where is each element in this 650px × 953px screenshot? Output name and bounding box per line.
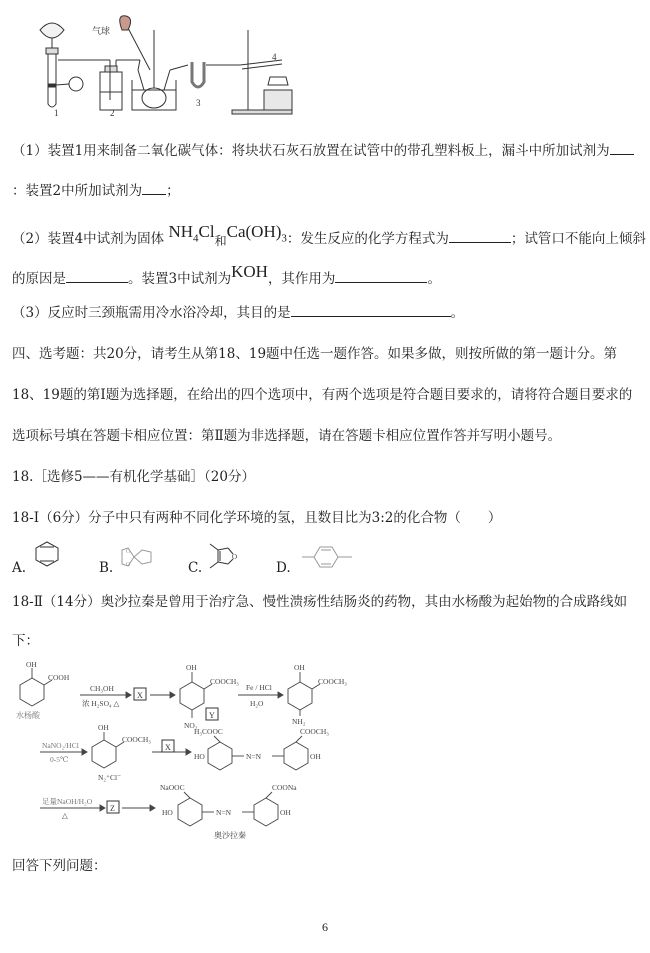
option-d-label[interactable]: D. [276, 560, 291, 576]
svg-text:OH: OH [280, 808, 291, 817]
svg-text:足量NaOH/H₂O: 足量NaOH/H₂O [42, 797, 93, 806]
svg-text:H₂O: H₂O [250, 699, 264, 708]
svg-text:Y: Y [209, 711, 215, 720]
svg-text:NaNO₂/HCl: NaNO₂/HCl [42, 741, 79, 750]
q2-line1: （2）装置4中试剂为固体 $NH_4Cl$和$Ca(OH)_3$：发生反应的化学方程式为 ；试管口不能向上倾斜 [12, 222, 646, 248]
svg-text:COOCH₃: COOCH₃ [300, 727, 329, 736]
svg-text:浓 H₂SO₄ △: 浓 H₂SO₄ △ [82, 699, 120, 708]
option-a-structure-icon [34, 540, 60, 568]
q18-part2-line2: 下： [12, 633, 39, 649]
svg-text:COONa: COONa [272, 783, 297, 792]
svg-text:X: X [137, 691, 143, 700]
svg-text:O: O [126, 562, 131, 568]
svg-text:COOCH₃: COOCH₃ [318, 677, 347, 686]
option-b-structure-icon [118, 544, 158, 570]
svg-text:N=N: N=N [246, 752, 262, 761]
svg-text:NaOOC: NaOOC [160, 783, 185, 792]
svg-text:OH: OH [310, 752, 321, 761]
q1-line1: （1）装置1用来制备二氧化碳气体：将块状石灰石放置在试管中的带孔塑料板上，漏斗中所加试剂为 [12, 141, 634, 160]
svg-text:NH₂: NH₂ [292, 717, 306, 726]
svg-text:CH₃OH: CH₃OH [90, 684, 114, 693]
svg-text:HO: HO [194, 752, 205, 761]
svg-text:COOCH₃: COOCH₃ [210, 677, 239, 686]
svg-text:OH: OH [26, 660, 37, 669]
q3-line: （3）反应时三颈瓶需用冷水浴冷却，其目的是 。 [12, 305, 465, 321]
q1-line2: ：装置2中所加试剂为 ； [12, 183, 180, 199]
svg-text:H₃COOC: H₃COOC [194, 727, 223, 736]
q2-blank-purpose[interactable] [335, 269, 427, 283]
svg-text:N=N: N=N [216, 808, 232, 817]
svg-text:3: 3 [196, 98, 201, 108]
page-number: 6 [322, 920, 328, 934]
q18-header: 18.［选修5——有机化学基础］（20分） [12, 469, 255, 485]
svg-text:OH: OH [186, 663, 197, 672]
svg-text:2: 2 [110, 108, 115, 118]
svg-text:Z: Z [110, 804, 115, 813]
svg-text:NO₂: NO₂ [184, 721, 198, 730]
q1-blank-2[interactable] [142, 181, 166, 195]
section4-line2: 18、19题的第Ⅰ题为选择题，在给出的四个选项中，有两个选项是符合题目要求的，请将符合题目要求的 [12, 387, 633, 403]
svg-text:奥沙拉秦: 奥沙拉秦 [214, 831, 246, 840]
svg-text:水杨酸: 水杨酸 [16, 711, 40, 720]
svg-text:O: O [126, 549, 131, 555]
apparatus-figure [20, 10, 320, 118]
option-b-label[interactable]: B. [99, 560, 114, 576]
option-d-structure-icon [300, 544, 356, 570]
svg-text:N₂⁺Cl⁻: N₂⁺Cl⁻ [98, 773, 122, 782]
svg-text:0-5℃: 0-5℃ [50, 755, 69, 764]
option-a-label[interactable]: A. [12, 560, 27, 576]
svg-text:Fe / HCl: Fe / HCl [246, 683, 272, 692]
answer-prompt: 回答下列问题： [12, 858, 107, 874]
svg-text:COOH: COOH [48, 673, 70, 682]
svg-text:X: X [165, 743, 171, 752]
koh-formula: KOH [231, 262, 268, 281]
q3-blank[interactable] [291, 303, 451, 317]
option-c-label[interactable]: C. [188, 560, 203, 576]
svg-text:OH: OH [294, 663, 305, 672]
caoh2-formula: $Ca(OH)_3$ [226, 222, 287, 245]
section4-line3: 选项标号填在答题卡相应位置：第Ⅱ题为非选择题，请在答题卡相应位置作答并写明小题号。 [12, 428, 562, 444]
q1-blank-1[interactable] [610, 141, 634, 155]
nh4cl-formula: $NH_4Cl$ [168, 222, 215, 245]
q2-line2: 的原因是 。装置3中试剂为KOH，其作用为 。 [12, 262, 441, 287]
option-c-structure-icon [206, 540, 242, 572]
svg-text:OH: OH [98, 723, 109, 732]
synthesis-route-diagram [10, 660, 380, 840]
svg-text:△: △ [62, 811, 68, 820]
svg-text:HO: HO [162, 808, 173, 817]
section4-line1: 四、选考题：共20分，请考生从第18、19题中任选一题作答。如果多做，则按所做的第一题计分。第 [12, 346, 618, 362]
q2-blank-reason[interactable] [66, 269, 128, 283]
q18-part2-line1: 18-Ⅱ（14分）奥沙拉秦是曾用于治疗急、慢性溃疡性结肠炎的药物，其由水杨酸为起始物的合成路线如 [12, 594, 628, 610]
svg-text:4: 4 [272, 52, 277, 62]
q2-blank-equation[interactable] [449, 229, 511, 243]
q18-part1: 18-Ⅰ（6分）分子中只有两种不同化学环境的氢，且数目比为3:2的化合物（ ） [12, 510, 502, 526]
svg-text:1: 1 [54, 108, 59, 118]
svg-text:COOCH₃: COOCH₃ [122, 735, 151, 744]
svg-text:O: O [232, 553, 238, 561]
balloon-label: 气球 [92, 26, 111, 36]
